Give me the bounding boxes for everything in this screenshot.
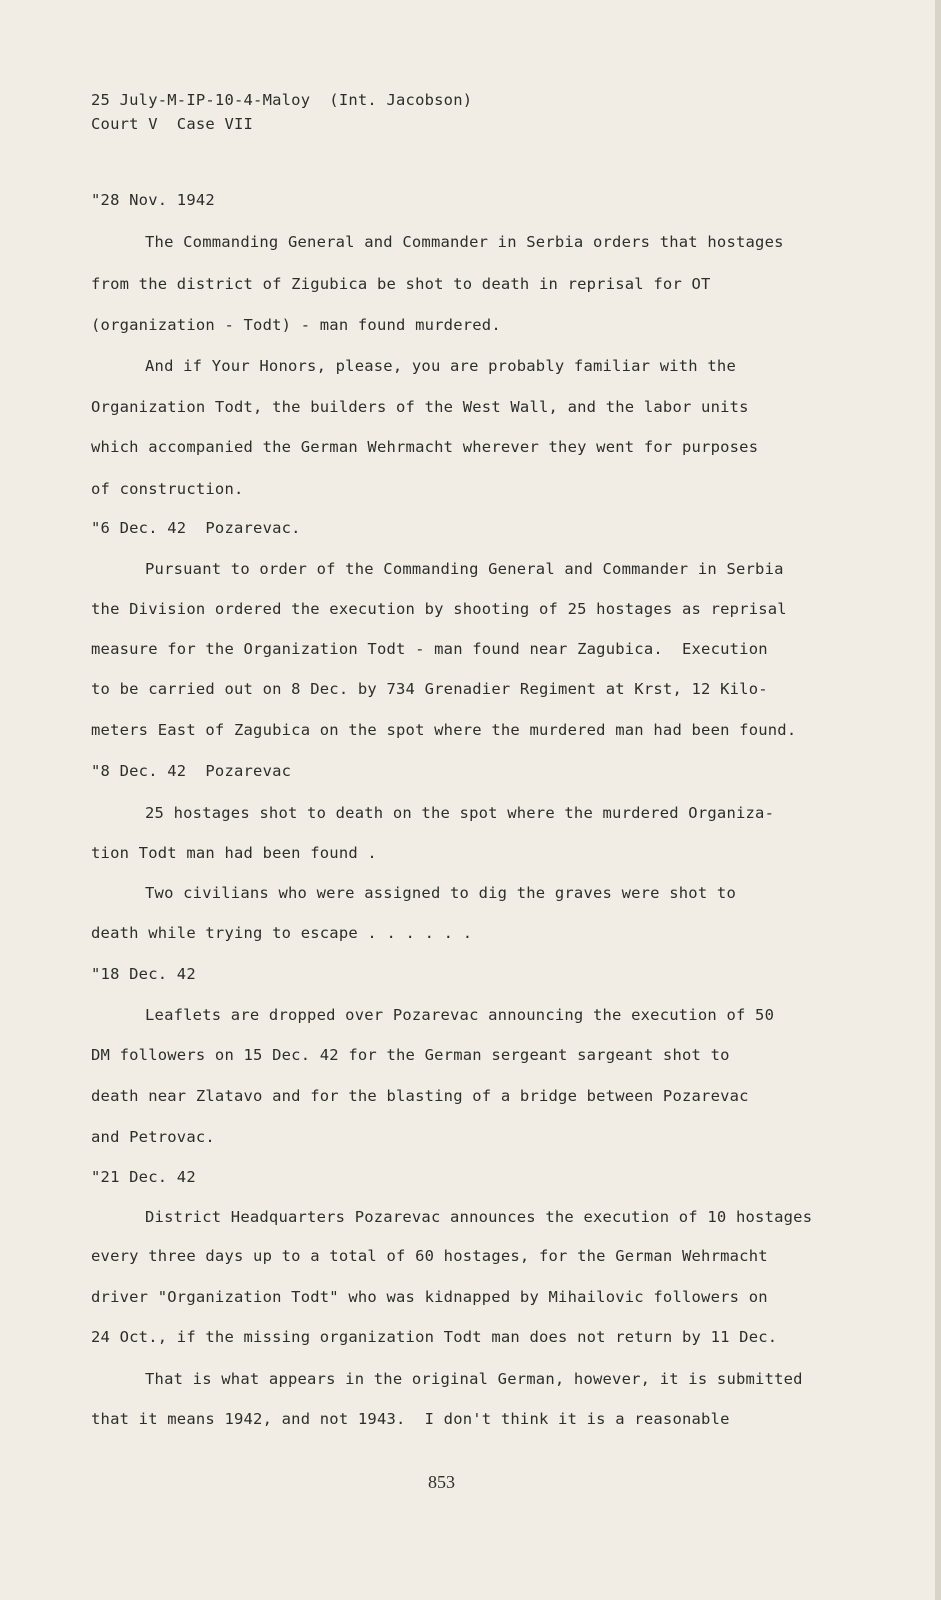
text-line: which accompanied the German Wehrmacht wherever they went for purposes bbox=[91, 438, 759, 456]
page-number: 853 bbox=[428, 1472, 455, 1492]
entry-date-line: "6 Dec. 42 Pozarevac. bbox=[91, 519, 301, 537]
text-line: The Commanding General and Commander in Serbia orders that hostages bbox=[145, 233, 784, 251]
text-line: death while trying to escape . . . . . . bbox=[91, 924, 473, 942]
text-line: Pursuant to order of the Commanding General and Commander in Serbia bbox=[145, 560, 784, 578]
text-line: tion Todt man had been found . bbox=[91, 844, 377, 862]
entry-date-line: "21 Dec. 42 bbox=[91, 1168, 196, 1186]
text-line: and Petrovac. bbox=[91, 1128, 215, 1146]
text-line: (organization - Todt) - man found murdered. bbox=[91, 316, 501, 334]
text-line: every three days up to a total of 60 hostages, for the German Wehrmacht bbox=[91, 1247, 768, 1265]
text-line: Two civilians who were assigned to dig the graves were shot to bbox=[145, 884, 736, 902]
text-line: death near Zlatavo and for the blasting of a bridge between Pozarevac bbox=[91, 1087, 749, 1105]
text-line: meters East of Zagubica on the spot where the murdered man had been found. bbox=[91, 721, 797, 739]
text-line: to be carried out on 8 Dec. by 734 Grenadier Regiment at Krst, 12 Kilo- bbox=[91, 680, 768, 698]
text-line: driver "Organization Todt" who was kidnapped by Mihailovic followers on bbox=[91, 1288, 768, 1306]
text-line: 24 Oct., if the missing organization Todt man does not return by 11 Dec. bbox=[91, 1328, 778, 1346]
text-line: DM followers on 15 Dec. 42 for the German sergeant sargeant shot to bbox=[91, 1046, 730, 1064]
text-line: the Division ordered the execution by shooting of 25 hostages as reprisal bbox=[91, 600, 787, 618]
header-session-line: 25 July-M-IP-10-4-Maloy (Int. Jacobson) bbox=[91, 91, 473, 109]
entry-date-line: "8 Dec. 42 Pozarevac bbox=[91, 762, 292, 780]
text-line: from the district of Zigubica be shot to death in reprisal for OT bbox=[91, 275, 711, 293]
text-line: measure for the Organization Todt - man found near Zagubica. Execution bbox=[91, 640, 768, 658]
entry-date-line: "18 Dec. 42 bbox=[91, 965, 196, 983]
header-court-line: Court V Case VII bbox=[91, 115, 254, 133]
text-line: 25 hostages shot to death on the spot where the murdered Organiza- bbox=[145, 804, 775, 822]
text-line: Leaflets are dropped over Pozarevac announcing the execution of 50 bbox=[145, 1006, 775, 1024]
text-line: District Headquarters Pozarevac announces the execution of 10 hostages bbox=[145, 1208, 813, 1226]
text-line: that it means 1942, and not 1943. I don't think it is a reasonable bbox=[91, 1410, 730, 1428]
text-line: And if Your Honors, please, you are probably familiar with the bbox=[145, 357, 736, 375]
entry-date-line: "28 Nov. 1942 bbox=[91, 191, 215, 209]
text-line: Organization Todt, the builders of the West Wall, and the labor units bbox=[91, 398, 749, 416]
text-line: of construction. bbox=[91, 480, 244, 498]
text-line: That is what appears in the original German, however, it is submitted bbox=[145, 1370, 803, 1388]
